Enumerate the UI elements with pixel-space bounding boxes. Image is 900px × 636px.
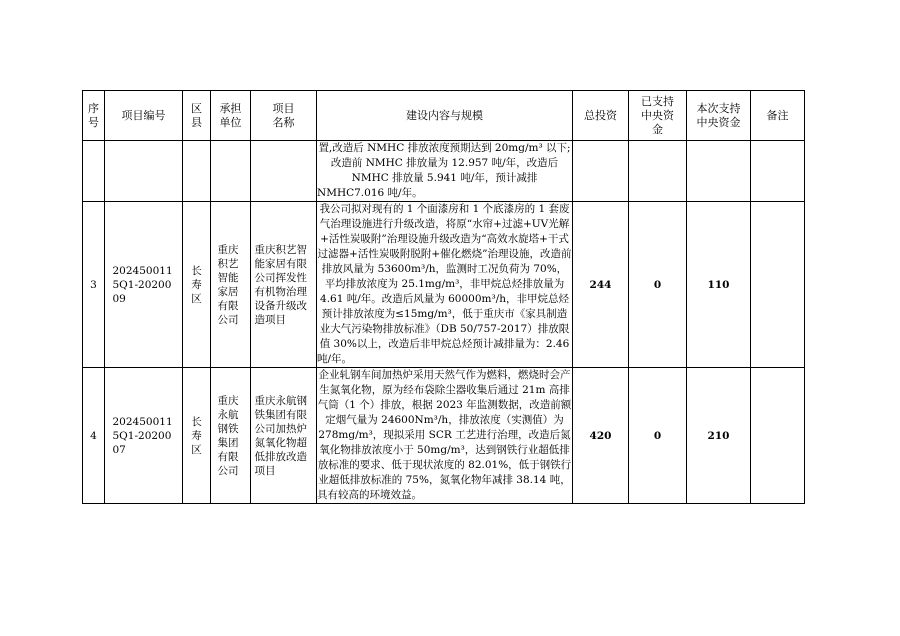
header-name: 项目名称 [251,91,317,141]
cell-county [183,141,211,202]
cell-seq: 4 [83,368,105,504]
header-total: 总投资 [573,91,629,141]
header-unit: 承担单位 [211,91,251,141]
cell-remark [751,202,805,368]
cell-supported: 0 [629,368,687,504]
cell-code [105,141,183,202]
header-supported: 已支持中央资金 [629,91,687,141]
table-row [83,368,805,504]
cell-content: 企业轧钢车间加热炉采用天然气作为燃料，燃烧时会产生氮氧化物，原为经布袋除尘器收集后通过 21m 高排气筒（1 个）排放，根据 2023 年监测数据，改造前额定烟气量为 24600Nm³/h，排放浓度（实测值）为 278mg/m³，现拟采用 SCR 工艺进行治理，改造后氮氧化物排放浓度小于 50mg/m³，达到钢铁行业超低排放标准的要求、低于现状浓度的 82.01%，低于钢铁行业超低排放标准的 75%，氮氧化物年减排 38.14 吨，具有较高的环境效益。 [317,368,573,504]
header-seq: 序号 [83,91,105,141]
cell-remark [751,141,805,202]
cell-unit: 重庆永航钢铁集团有限公司 [211,368,251,504]
header-remark: 备注 [751,91,805,141]
cell-content: 置,改造后 NMHC 排放浓度预期达到 20mg/m³ 以下;改造前 NMHC 排放量为 12.957 吨/年，改造后 NMHC 排放量 5.941 吨/年，预计减排 NMHC7.016 吨/年。 [317,141,573,202]
cell-supported: 0 [629,202,687,368]
cell-remark [751,368,805,504]
header-current: 本次支持中央资金 [687,91,751,141]
cell-code: 2024500115Q1-2020009 [105,202,183,368]
cell-content: 我公司拟对现有的 1 个面漆房和 1 个底漆房的 1 套废气治理设施进行升级改造，将原“水帘+过滤+UV光解+活性炭吸附”治理设施升级改造为“高效水旋塔+干式过滤器+活性炭吸附脱附+催化燃烧”治理设施，改造前排放风量为 53600m³/h，监测时工况负荷为 70%，平均排放浓度为 25.1mg/m³，非甲烷总烃排放量为 4.61 吨/年。改造后风量为 60000m³/h，非甲烷总烃预计排放浓度为≤15mg/m³，低于重庆市《家具制造业大气污染物排放标准》（DB 50/757-2017）排放限值 30%以上，改造后非甲烷总烃预计减排量为：2.46 吨/年。 [317,202,573,368]
cell-total [573,141,629,202]
cell-name [251,141,317,202]
table-row [83,141,805,202]
cell-current: 210 [687,368,751,504]
header-county: 区县 [183,91,211,141]
cell-name: 重庆永航钢铁集团有限公司加热炉氮氧化物超低排放改造项目 [251,368,317,504]
table-row [83,202,805,368]
project-table [82,90,805,504]
header-row [83,91,805,141]
cell-seq: 3 [83,202,105,368]
header-code: 项目编号 [105,91,183,141]
cell-total: 244 [573,202,629,368]
header-content: 建设内容与规模 [317,91,573,141]
cell-unit [211,141,251,202]
cell-code: 2024500115Q1-2020007 [105,368,183,504]
cell-county: 长寿区 [183,202,211,368]
cell-county: 长寿区 [183,368,211,504]
cell-supported [629,141,687,202]
cell-total: 420 [573,368,629,504]
cell-seq [83,141,105,202]
cell-name: 重庆积艺智能家居有限公司挥发性有机物治理设备升级改造项目 [251,202,317,368]
cell-current: 110 [687,202,751,368]
cell-unit: 重庆积艺智能家居有限公司 [211,202,251,368]
cell-current [687,141,751,202]
